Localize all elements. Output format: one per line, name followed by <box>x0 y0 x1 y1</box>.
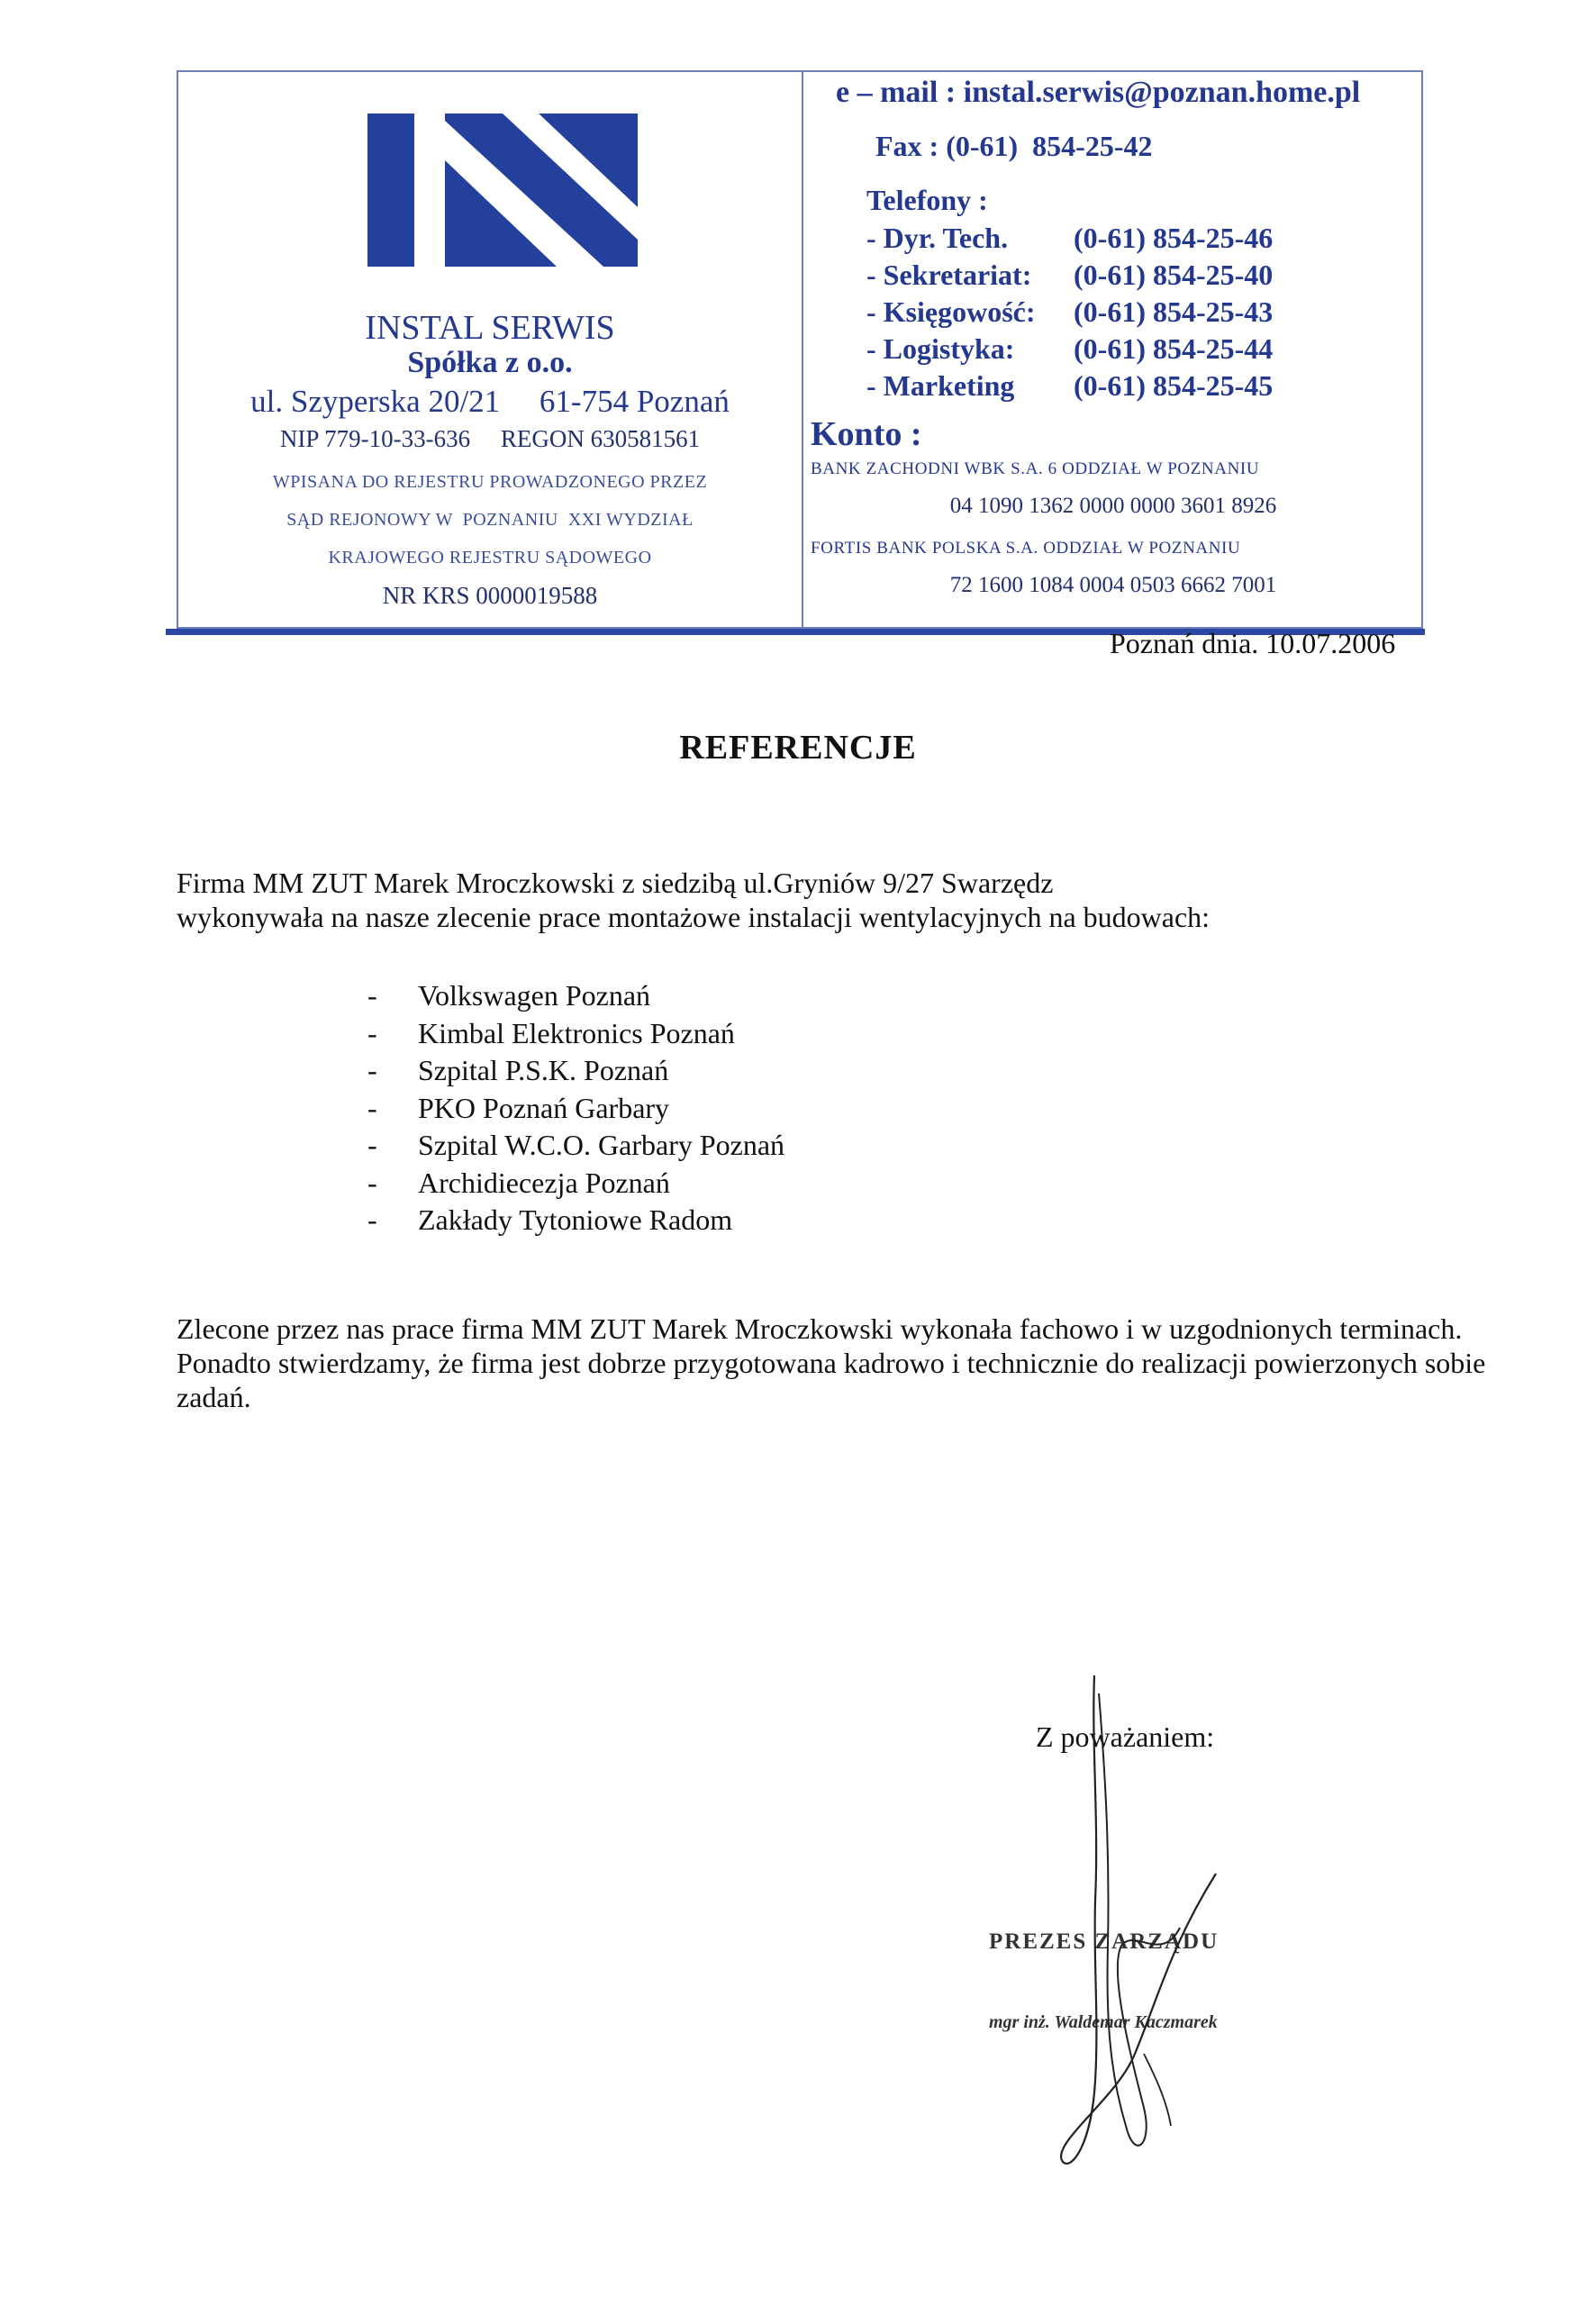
site-name: Szpital W.C.O. Garbary Poznań <box>418 1129 785 1161</box>
closing-paragraph: Zlecone przez nas prace firma MM ZUT Marek Mroczkowski wykonała fachowo i w uzgodnionych terminach. Ponadto stwierdzamy, że firma jest dobrze przygotowana kadrowo i technicznie do realizacji powierzonych sobie zadań. <box>177 1312 1486 1413</box>
list-item: - Volkswagen Poznań <box>367 979 651 1012</box>
phone-number: (0-61) 854-25-43 <box>1074 295 1274 328</box>
registry-line-2: SĄD REJONOWY W POZNANIU XXI WYDZIAŁ <box>286 510 694 530</box>
sites-list <box>367 977 784 1239</box>
account-number-1: 04 1090 1362 0000 0000 3601 8926 <box>949 494 1277 518</box>
phones-heading: Telefony : <box>866 184 988 216</box>
contact-info <box>803 72 1423 627</box>
site-name: PKO Poznań Garbary <box>418 1091 670 1124</box>
company-tax-ids: NIP 779-10-33-636 REGON 630581561 <box>279 425 701 452</box>
phone-number: (0-61) 854-25-44 <box>1074 332 1274 365</box>
company-info <box>178 72 802 627</box>
phone-label: - Sekretariat: <box>866 259 1032 291</box>
regards-line: Z poważaniem: <box>1036 1720 1215 1753</box>
contact-email: e – mail : instal.serwis@poznan.home.pl <box>836 76 1361 109</box>
stamp-name: mgr inż. Waldemar Kaczmarek <box>989 2012 1218 2032</box>
phone-row <box>866 222 1273 255</box>
company-address: ul. Szyperska 20/21 61-754 Poznań <box>250 384 730 419</box>
list-item: - PKO Poznań Garbary <box>367 1091 670 1124</box>
krs-number: NR KRS 0000019588 <box>382 582 598 609</box>
intro-line-2: wykonywała na nasze zlecenie prace montażowe instalacji wentylacyjnych na budowach: <box>177 901 1211 933</box>
phone-row <box>866 332 1273 366</box>
list-item: - Szpital P.S.K. Poznań <box>367 1054 669 1086</box>
company-form: Spółka z o.o. <box>407 346 573 379</box>
company-logo <box>367 113 638 267</box>
phone-label: - Dyr. Tech. <box>866 222 1009 254</box>
list-item: - Kimbal Elektronics Poznań <box>367 1016 735 1049</box>
site-name: Zakłady Tytoniowe Radom <box>418 1203 733 1236</box>
phone-label: - Księgowość: <box>866 295 1036 328</box>
phone-row <box>866 369 1273 403</box>
account-number-2: 72 1600 1084 0004 0503 6662 7001 <box>949 573 1277 597</box>
letter-date: Poznań dnia. 10.07.2006 <box>1110 627 1396 659</box>
phone-row <box>866 295 1273 329</box>
handwritten-signature <box>1009 1675 1279 2180</box>
site-name: Volkswagen Poznań <box>418 979 651 1012</box>
site-name: Archidiecezja Poznań <box>418 1166 670 1199</box>
registry-line-1: WPISANA DO REJESTRU PROWADZONEGO PRZEZ <box>272 472 708 492</box>
phone-number: (0-61) 854-25-46 <box>1074 222 1274 254</box>
site-name: Szpital P.S.K. Poznań <box>418 1054 669 1086</box>
company-name: INSTAL SERWIS <box>365 309 615 347</box>
phone-label: - Marketing <box>866 369 1015 402</box>
list-item: - Zakłady Tytoniowe Radom <box>367 1203 733 1236</box>
bank-name-2: FORTIS BANK POLSKA S.A. ODDZIAŁ W POZNANIU <box>811 539 1241 558</box>
letter-title: REFERENCJE <box>679 729 917 767</box>
phone-row <box>866 259 1273 292</box>
stamp-title: PREZES ZARZĄDU <box>989 1929 1220 1954</box>
account-heading: Konto : <box>811 415 922 453</box>
phone-number: (0-61) 854-25-45 <box>1074 369 1274 402</box>
site-name: Kimbal Elektronics Poznań <box>418 1016 735 1049</box>
registry-line-3: KRAJOWEGO REJESTRU SĄDOWEGO <box>328 548 652 567</box>
phone-number: (0-61) 854-25-40 <box>1074 259 1274 291</box>
intro-line-1: Firma MM ZUT Marek Mroczkowski z siedzibą ul.Gryniów 9/27 Swarzędz <box>177 867 1054 899</box>
bank-name-1: BANK ZACHODNI WBK S.A. 6 ODDZIAŁ W POZNANIU <box>811 459 1260 478</box>
phone-label: - Logistyka: <box>866 332 1015 365</box>
letterhead <box>177 70 1423 629</box>
list-item: - Archidiecezja Poznań <box>367 1166 670 1199</box>
list-item: - Szpital W.C.O. Garbary Poznań <box>367 1129 785 1161</box>
contact-fax: Fax : (0-61) 854-25-42 <box>875 130 1153 162</box>
